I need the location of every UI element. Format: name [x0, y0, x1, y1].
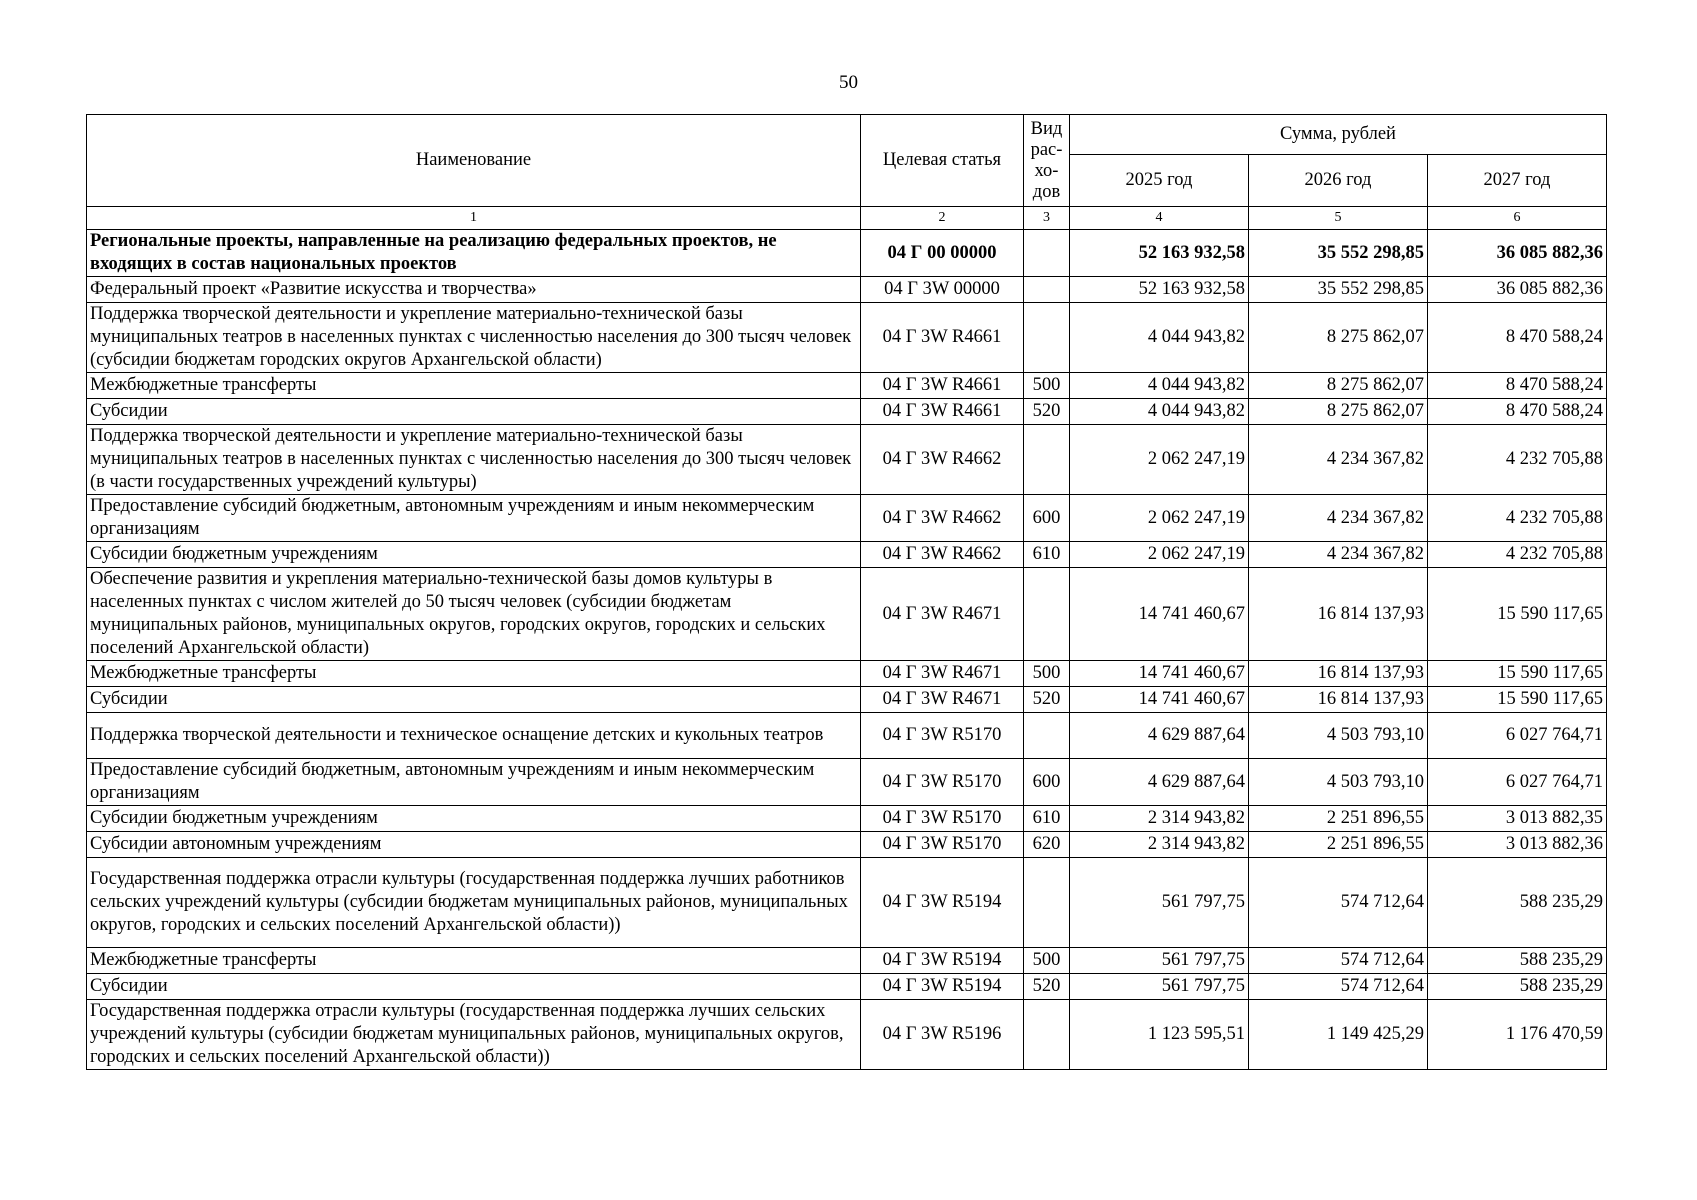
row-expense-kind: 520	[1024, 974, 1070, 1000]
row-name: Федеральный проект «Развитие искусства и творчества»	[87, 277, 861, 303]
row-sum-2027: 8 470 588,24	[1428, 303, 1607, 373]
header-sum: Сумма, рублей	[1070, 115, 1607, 155]
table-row	[87, 542, 1607, 568]
header-year-2027: 2027 год	[1428, 155, 1607, 207]
budget-table	[86, 114, 1607, 1070]
row-sum-2027: 15 590 117,65	[1428, 687, 1607, 713]
column-number: 5	[1249, 207, 1428, 230]
row-sum-2026: 574 712,64	[1249, 948, 1428, 974]
row-name: Предоставление субсидий бюджетным, автономным учреждениям и иным некоммерческим организациям	[87, 495, 861, 542]
row-sum-2027: 588 235,29	[1428, 858, 1607, 948]
row-expense-kind	[1024, 303, 1070, 373]
row-target-article: 04 Г 3W R4661	[861, 373, 1024, 399]
row-expense-kind	[1024, 713, 1070, 759]
row-target-article: 04 Г 3W R5170	[861, 806, 1024, 832]
column-number: 2	[861, 207, 1024, 230]
row-sum-2026: 4 234 367,82	[1249, 542, 1428, 568]
table-row	[87, 1000, 1607, 1070]
row-sum-2027: 6 027 764,71	[1428, 759, 1607, 806]
row-sum-2025: 2 062 247,19	[1070, 495, 1249, 542]
row-name: Обеспечение развития и укрепления материально-технической базы домов культуры в населенных пунктах с числом жителей до 50 тысяч человек (субсидии бюджетам муниципальных районов, муниципальных округов, городских округов, городских и сельских поселений Архангельской области)	[87, 568, 861, 661]
row-sum-2025: 14 741 460,67	[1070, 687, 1249, 713]
row-name: Государственная поддержка отрасли культуры (государственная поддержка лучших сельских учреждений культуры (субсидии бюджетам муниципальных районов, муниципальных округов, городских и сельских поселений Архангельской области))	[87, 1000, 861, 1070]
row-expense-kind	[1024, 277, 1070, 303]
header-target-article: Целевая статья	[861, 115, 1024, 207]
row-sum-2027: 8 470 588,24	[1428, 373, 1607, 399]
header-expense-kind-line: рас-	[1030, 139, 1063, 160]
row-sum-2026: 4 503 793,10	[1249, 759, 1428, 806]
row-name: Межбюджетные трансферты	[87, 948, 861, 974]
row-name: Поддержка творческой деятельности и техническое оснащение детских и кукольных театров	[87, 713, 861, 759]
column-number: 1	[87, 207, 861, 230]
table-row	[87, 806, 1607, 832]
row-expense-kind: 500	[1024, 948, 1070, 974]
row-name: Субсидии	[87, 687, 861, 713]
row-target-article: 04 Г 3W R5196	[861, 1000, 1024, 1070]
row-sum-2027: 588 235,29	[1428, 948, 1607, 974]
row-target-article: 04 Г 3W R4661	[861, 303, 1024, 373]
row-target-article: 04 Г 3W R5194	[861, 948, 1024, 974]
row-target-article: 04 Г 3W R5170	[861, 832, 1024, 858]
row-sum-2026: 574 712,64	[1249, 858, 1428, 948]
row-sum-2027: 3 013 882,36	[1428, 832, 1607, 858]
row-sum-2026: 8 275 862,07	[1249, 399, 1428, 425]
row-target-article: 04 Г 00 00000	[861, 230, 1024, 277]
row-target-article: 04 Г 3W R4662	[861, 542, 1024, 568]
row-name: Поддержка творческой деятельности и укрепление материально-технической базы муниципальных театров в населенных пунктах с численностью населения до 300 тысяч человек (субсидии бюджетам городских округов Архангельской области)	[87, 303, 861, 373]
row-name: Субсидии бюджетным учреждениям	[87, 542, 861, 568]
row-sum-2025: 14 741 460,67	[1070, 568, 1249, 661]
header-expense-kind-line: дов	[1032, 181, 1061, 202]
table-row	[87, 687, 1607, 713]
row-expense-kind: 600	[1024, 759, 1070, 806]
row-name: Субсидии	[87, 974, 861, 1000]
row-sum-2025: 2 314 943,82	[1070, 832, 1249, 858]
row-sum-2025: 52 163 932,58	[1070, 230, 1249, 277]
row-target-article: 04 Г 3W R4671	[861, 568, 1024, 661]
row-sum-2025: 4 044 943,82	[1070, 399, 1249, 425]
header-row-top	[87, 115, 1607, 155]
row-expense-kind: 610	[1024, 542, 1070, 568]
row-sum-2026: 4 234 367,82	[1249, 495, 1428, 542]
row-sum-2026: 4 503 793,10	[1249, 713, 1428, 759]
row-expense-kind: 600	[1024, 495, 1070, 542]
row-name: Поддержка творческой деятельности и укрепление материально-технической базы муниципальных театров в населенных пунктах с численностью населения до 300 тысяч человек (в части государственных учреждений культуры)	[87, 425, 861, 495]
table-row	[87, 713, 1607, 759]
table-row	[87, 303, 1607, 373]
header-year-2025: 2025 год	[1070, 155, 1249, 207]
row-expense-kind: 620	[1024, 832, 1070, 858]
row-sum-2027: 3 013 882,35	[1428, 806, 1607, 832]
row-name: Субсидии бюджетным учреждениям	[87, 806, 861, 832]
row-expense-kind	[1024, 568, 1070, 661]
row-sum-2025: 4 629 887,64	[1070, 713, 1249, 759]
column-number: 4	[1070, 207, 1249, 230]
row-sum-2025: 2 062 247,19	[1070, 425, 1249, 495]
table-row	[87, 948, 1607, 974]
row-target-article: 04 Г 3W R4671	[861, 687, 1024, 713]
header-year-2026: 2026 год	[1249, 155, 1428, 207]
row-target-article: 04 Г 3W R4661	[861, 399, 1024, 425]
row-sum-2027: 4 232 705,88	[1428, 542, 1607, 568]
row-sum-2026: 4 234 367,82	[1249, 425, 1428, 495]
row-name: Субсидии автономным учреждениям	[87, 832, 861, 858]
row-name: Государственная поддержка отрасли культуры (государственная поддержка лучших работников сельских учреждений культуры (субсидии бюджетам муниципальных районов, муниципальных округов, городских и сельских поселений Архангельской области))	[87, 858, 861, 948]
row-target-article: 04 Г 3W R5170	[861, 759, 1024, 806]
table-row	[87, 495, 1607, 542]
row-sum-2025: 4 044 943,82	[1070, 373, 1249, 399]
row-expense-kind	[1024, 230, 1070, 277]
row-target-article: 04 Г 3W R5170	[861, 713, 1024, 759]
row-name: Субсидии	[87, 399, 861, 425]
table-row	[87, 425, 1607, 495]
table-row	[87, 399, 1607, 425]
row-expense-kind: 500	[1024, 661, 1070, 687]
row-sum-2025: 561 797,75	[1070, 948, 1249, 974]
row-expense-kind: 520	[1024, 399, 1070, 425]
row-sum-2025: 52 163 932,58	[1070, 277, 1249, 303]
row-sum-2026: 2 251 896,55	[1249, 806, 1428, 832]
row-name: Межбюджетные трансферты	[87, 373, 861, 399]
row-target-article: 04 Г 3W R4662	[861, 495, 1024, 542]
row-sum-2026: 8 275 862,07	[1249, 373, 1428, 399]
row-sum-2026: 35 552 298,85	[1249, 230, 1428, 277]
row-expense-kind: 520	[1024, 687, 1070, 713]
table-body	[87, 230, 1607, 1070]
row-sum-2025: 561 797,75	[1070, 858, 1249, 948]
table-row	[87, 832, 1607, 858]
page-number: 50	[839, 72, 858, 93]
row-sum-2027: 36 085 882,36	[1428, 230, 1607, 277]
row-sum-2027: 15 590 117,65	[1428, 661, 1607, 687]
table-row	[87, 568, 1607, 661]
header-expense-kind-line: хо-	[1034, 160, 1059, 181]
row-target-article: 04 Г 3W R5194	[861, 858, 1024, 948]
row-sum-2027: 4 232 705,88	[1428, 425, 1607, 495]
table-row	[87, 277, 1607, 303]
row-sum-2026: 16 814 137,93	[1249, 687, 1428, 713]
row-sum-2026: 35 552 298,85	[1249, 277, 1428, 303]
row-sum-2027: 4 232 705,88	[1428, 495, 1607, 542]
table-row	[87, 373, 1607, 399]
row-expense-kind	[1024, 425, 1070, 495]
row-target-article: 04 Г 3W 00000	[861, 277, 1024, 303]
row-sum-2027: 36 085 882,36	[1428, 277, 1607, 303]
row-sum-2027: 8 470 588,24	[1428, 399, 1607, 425]
table-row	[87, 230, 1607, 277]
row-sum-2026: 8 275 862,07	[1249, 303, 1428, 373]
table-row	[87, 974, 1607, 1000]
column-number-row	[87, 207, 1607, 230]
row-sum-2026: 16 814 137,93	[1249, 568, 1428, 661]
row-sum-2027: 1 176 470,59	[1428, 1000, 1607, 1070]
table-row	[87, 759, 1607, 806]
row-sum-2027: 15 590 117,65	[1428, 568, 1607, 661]
row-target-article: 04 Г 3W R5194	[861, 974, 1024, 1000]
row-sum-2027: 588 235,29	[1428, 974, 1607, 1000]
row-sum-2025: 561 797,75	[1070, 974, 1249, 1000]
row-sum-2025: 4 629 887,64	[1070, 759, 1249, 806]
row-sum-2026: 574 712,64	[1249, 974, 1428, 1000]
row-sum-2026: 2 251 896,55	[1249, 832, 1428, 858]
row-sum-2025: 2 314 943,82	[1070, 806, 1249, 832]
row-sum-2025: 2 062 247,19	[1070, 542, 1249, 568]
row-name: Региональные проекты, направленные на реализацию федеральных проектов, не входящих в состав национальных проектов	[87, 230, 861, 277]
row-expense-kind	[1024, 858, 1070, 948]
column-number: 3	[1024, 207, 1070, 230]
row-expense-kind: 500	[1024, 373, 1070, 399]
row-expense-kind	[1024, 1000, 1070, 1070]
row-sum-2027: 6 027 764,71	[1428, 713, 1607, 759]
row-name: Предоставление субсидий бюджетным, автономным учреждениям и иным некоммерческим организациям	[87, 759, 861, 806]
header-name: Наименование	[87, 115, 861, 207]
row-sum-2026: 16 814 137,93	[1249, 661, 1428, 687]
row-sum-2026: 1 149 425,29	[1249, 1000, 1428, 1070]
table-row	[87, 661, 1607, 687]
column-number: 6	[1428, 207, 1607, 230]
header-expense-kind-line: Вид	[1030, 118, 1063, 139]
row-expense-kind: 610	[1024, 806, 1070, 832]
row-target-article: 04 Г 3W R4671	[861, 661, 1024, 687]
table-row	[87, 858, 1607, 948]
row-sum-2025: 1 123 595,51	[1070, 1000, 1249, 1070]
row-sum-2025: 14 741 460,67	[1070, 661, 1249, 687]
header-expense-kind	[1024, 115, 1070, 207]
row-name: Межбюджетные трансферты	[87, 661, 861, 687]
row-target-article: 04 Г 3W R4662	[861, 425, 1024, 495]
row-sum-2025: 4 044 943,82	[1070, 303, 1249, 373]
